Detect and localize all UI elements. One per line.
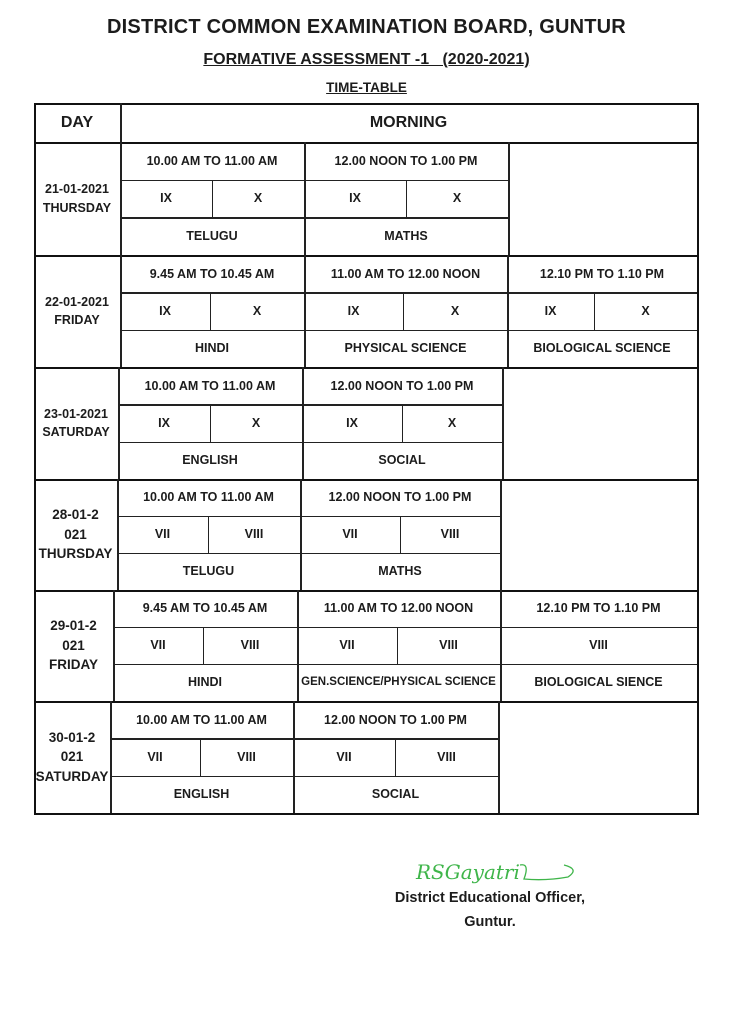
class-label: VII — [147, 749, 163, 764]
class-label: IX — [159, 303, 171, 318]
slot-subject: ENGLISH — [182, 453, 238, 468]
day-cell — [34, 255, 120, 367]
class-label: IX — [160, 191, 172, 206]
signature-text: RSGayatri — [416, 860, 520, 884]
exam-date: 29-01-2021 — [50, 618, 97, 653]
slot-time: 9.45 AM TO 10.45 AM — [149, 266, 275, 281]
day-cell — [34, 367, 118, 479]
slot-subject: SOCIAL — [378, 453, 426, 468]
table-rule — [500, 479, 502, 590]
class-label: IX — [544, 303, 557, 318]
class-label: X — [641, 303, 650, 318]
signatory-place: Guntur. — [464, 914, 516, 930]
slot-time: 9.45 AM TO 10.45 AM — [142, 601, 268, 616]
exam-weekday: SATURDAY — [42, 425, 110, 439]
slot-subject: ENGLISH — [173, 787, 230, 802]
slot-subject: MATHS — [384, 229, 428, 244]
class-label: VIII — [244, 527, 264, 542]
slot-time: 12.10 PM TO 1.10 PM — [539, 266, 665, 281]
slot-time: 11.00 AM TO 12.00 NOON — [330, 266, 481, 281]
slot-subject: HINDI — [187, 675, 223, 690]
exam-date: 22-01-2021 — [45, 294, 109, 309]
class-label: IX — [347, 303, 360, 318]
slot-subject: BIOLOGICAL SIENCE — [534, 675, 663, 690]
table-rule — [502, 367, 504, 479]
signature-scribble-icon — [412, 853, 592, 889]
exam-date: 28-01-2021 — [52, 507, 99, 542]
day-column-header: DAY — [60, 113, 94, 131]
slot-time: 10.00 AM TO 11.00 AM — [144, 378, 276, 393]
class-label: VIII — [437, 749, 456, 764]
class-label: X — [447, 415, 457, 430]
slot-subject: GEN.SCIENCE/PHYSICAL SCIENCE — [301, 676, 496, 689]
slot-time: 12.00 NOON TO 1.00 PM — [324, 712, 467, 727]
slot-time: 10.00 AM TO 11.00 AM — [146, 153, 278, 168]
slot-subject: BIOLOGICAL SCIENCE — [533, 341, 671, 356]
class-label: X — [452, 191, 462, 206]
class-label: VII — [336, 749, 352, 764]
class-label: VII — [154, 527, 171, 542]
class-label: VIII — [439, 638, 458, 653]
class-label: VII — [339, 638, 355, 653]
exam-date: 30-01-2021 — [48, 729, 96, 765]
exam-weekday: FRIDAY — [48, 657, 98, 673]
table-rule — [697, 103, 699, 815]
time-table-label: TIME-TABLE — [326, 80, 407, 95]
class-label: VIII — [240, 638, 260, 653]
signature — [412, 853, 592, 894]
table-rule — [498, 701, 500, 813]
exam-weekday: FRIDAY — [54, 313, 100, 327]
slot-subject: HINDI — [194, 341, 230, 356]
slot-time: 12.10 PM TO 1.10 PM — [536, 601, 661, 616]
class-label: VII — [150, 638, 166, 653]
exam-weekday: THURSDAY — [38, 546, 113, 562]
class-label: X — [251, 415, 261, 430]
document-subtitle — [0, 51, 733, 69]
exam-date: 21-01-2021 — [45, 182, 109, 197]
day-cell — [34, 479, 117, 590]
day-cell — [34, 701, 110, 813]
document-title: DISTRICT COMMON EXAMINATION BOARD, GUNTUR — [107, 16, 626, 38]
table-rule — [508, 142, 510, 255]
slot-subject: TELUGU — [182, 564, 235, 579]
class-label: X — [450, 303, 460, 318]
class-label: X — [252, 303, 262, 318]
class-label: VIII — [237, 749, 256, 764]
class-label: VIII — [589, 638, 608, 653]
table-rule — [34, 813, 697, 815]
slot-time: 11.00 AM TO 12.00 NOON — [323, 601, 474, 616]
exam-date: 23-01-2021 — [44, 406, 108, 421]
slot-subject: SOCIAL — [371, 787, 420, 802]
day-cell — [34, 142, 120, 255]
class-label: X — [253, 191, 263, 206]
subtitle-text: FORMATIVE ASSESSMENT -1 (2020-2021) — [203, 51, 530, 68]
class-label: IX — [158, 415, 170, 430]
slot-time: 12.00 NOON TO 1.00 PM — [330, 378, 474, 393]
slot-time: 10.00 AM TO 11.00 AM — [136, 712, 267, 727]
class-label: IX — [349, 191, 361, 206]
document-type — [0, 80, 733, 95]
slot-time: 10.00 AM TO 11.00 AM — [143, 490, 274, 505]
slot-subject: MATHS — [378, 564, 422, 579]
slot-time: 12.00 NOON TO 1.00 PM — [334, 153, 478, 168]
slot-subject: PHYSICAL SCIENCE — [344, 341, 467, 356]
day-cell — [34, 590, 113, 701]
class-label: VII — [342, 527, 358, 542]
exam-weekday: SATURDAY — [35, 768, 109, 784]
signatory-title: District Educational Officer, — [394, 890, 586, 906]
slot-subject: TELUGU — [186, 229, 238, 244]
session-column-header: MORNING — [369, 113, 448, 131]
class-label: VIII — [440, 527, 460, 542]
slot-time: 12.00 NOON TO 1.00 PM — [328, 490, 472, 505]
exam-weekday: THURSDAY — [42, 200, 112, 215]
class-label: IX — [346, 415, 358, 430]
